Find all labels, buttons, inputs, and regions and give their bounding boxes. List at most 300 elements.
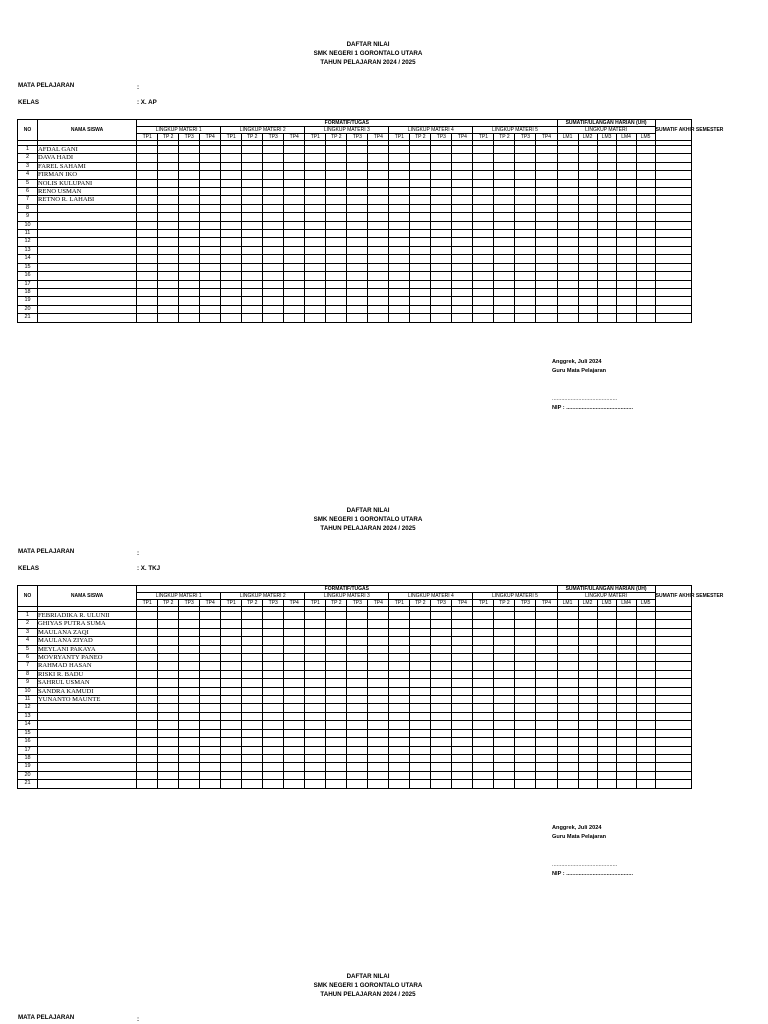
score-cell[interactable] [616, 188, 636, 196]
score-cell[interactable] [473, 179, 494, 187]
score-cell[interactable] [200, 154, 221, 162]
score-cell[interactable] [221, 230, 242, 238]
score-cell[interactable] [616, 771, 636, 779]
score-cell[interactable] [389, 280, 410, 288]
score-cell[interactable] [242, 628, 263, 636]
score-cell[interactable] [636, 238, 655, 246]
score-cell[interactable] [347, 712, 368, 720]
score-cell[interactable] [326, 305, 347, 313]
score-cell[interactable] [452, 662, 473, 670]
score-cell[interactable] [284, 738, 305, 746]
score-cell[interactable] [655, 204, 691, 212]
score-cell[interactable] [158, 780, 179, 788]
score-cell[interactable] [410, 221, 431, 229]
score-cell[interactable] [221, 612, 242, 620]
score-cell[interactable] [389, 780, 410, 788]
score-cell[interactable] [597, 696, 616, 704]
score-cell[interactable] [158, 670, 179, 678]
score-cell[interactable] [410, 704, 431, 712]
score-cell[interactable] [326, 628, 347, 636]
score-cell[interactable] [200, 780, 221, 788]
score-cell[interactable] [137, 288, 158, 296]
score-cell[interactable] [368, 746, 389, 754]
score-cell[interactable] [557, 263, 578, 271]
score-cell[interactable] [305, 146, 326, 154]
score-cell[interactable] [494, 230, 515, 238]
score-cell[interactable] [557, 620, 578, 628]
score-cell[interactable] [557, 670, 578, 678]
score-cell[interactable] [597, 654, 616, 662]
score-cell[interactable] [431, 305, 452, 313]
score-cell[interactable] [515, 780, 536, 788]
score-cell[interactable] [389, 255, 410, 263]
score-cell[interactable] [452, 272, 473, 280]
score-cell[interactable] [515, 204, 536, 212]
score-cell[interactable] [305, 246, 326, 254]
score-cell[interactable] [494, 704, 515, 712]
score-cell[interactable] [494, 662, 515, 670]
score-cell[interactable] [137, 213, 158, 221]
score-cell[interactable] [473, 738, 494, 746]
score-cell[interactable] [179, 754, 200, 762]
score-cell[interactable] [242, 704, 263, 712]
score-cell[interactable] [597, 179, 616, 187]
score-cell[interactable] [179, 620, 200, 628]
score-cell[interactable] [137, 230, 158, 238]
score-cell[interactable] [326, 188, 347, 196]
score-cell[interactable] [431, 171, 452, 179]
score-cell[interactable] [616, 162, 636, 170]
score-cell[interactable] [368, 771, 389, 779]
score-cell[interactable] [636, 780, 655, 788]
score-cell[interactable] [389, 213, 410, 221]
score-cell[interactable] [655, 179, 691, 187]
score-cell[interactable] [636, 255, 655, 263]
score-cell[interactable] [221, 620, 242, 628]
score-cell[interactable] [389, 729, 410, 737]
score-cell[interactable] [616, 146, 636, 154]
score-cell[interactable] [221, 637, 242, 645]
score-cell[interactable] [410, 696, 431, 704]
score-cell[interactable] [263, 771, 284, 779]
score-cell[interactable] [578, 221, 597, 229]
score-cell[interactable] [305, 679, 326, 687]
score-cell[interactable] [636, 263, 655, 271]
score-cell[interactable] [473, 612, 494, 620]
score-cell[interactable] [263, 305, 284, 313]
score-cell[interactable] [655, 154, 691, 162]
score-cell[interactable] [284, 280, 305, 288]
score-cell[interactable] [410, 771, 431, 779]
score-cell[interactable] [221, 314, 242, 322]
score-cell[interactable] [221, 288, 242, 296]
score-cell[interactable] [616, 687, 636, 695]
score-cell[interactable] [284, 780, 305, 788]
score-cell[interactable] [326, 679, 347, 687]
score-cell[interactable] [200, 305, 221, 313]
score-cell[interactable] [263, 297, 284, 305]
score-cell[interactable] [410, 738, 431, 746]
score-cell[interactable] [305, 288, 326, 296]
score-cell[interactable] [578, 620, 597, 628]
score-cell[interactable] [578, 662, 597, 670]
score-cell[interactable] [221, 246, 242, 254]
score-cell[interactable] [389, 221, 410, 229]
score-cell[interactable] [410, 238, 431, 246]
score-cell[interactable] [179, 204, 200, 212]
score-cell[interactable] [494, 263, 515, 271]
score-cell[interactable] [616, 204, 636, 212]
score-cell[interactable] [284, 196, 305, 204]
score-cell[interactable] [284, 288, 305, 296]
score-cell[interactable] [431, 754, 452, 762]
score-cell[interactable] [515, 712, 536, 720]
score-cell[interactable] [452, 771, 473, 779]
score-cell[interactable] [284, 645, 305, 653]
score-cell[interactable] [410, 288, 431, 296]
score-cell[interactable] [179, 662, 200, 670]
score-cell[interactable] [431, 620, 452, 628]
score-cell[interactable] [158, 771, 179, 779]
score-cell[interactable] [242, 188, 263, 196]
score-cell[interactable] [655, 670, 691, 678]
score-cell[interactable] [655, 738, 691, 746]
score-cell[interactable] [557, 712, 578, 720]
score-cell[interactable] [368, 670, 389, 678]
score-cell[interactable] [578, 255, 597, 263]
score-cell[interactable] [452, 780, 473, 788]
score-cell[interactable] [221, 696, 242, 704]
score-cell[interactable] [410, 263, 431, 271]
score-cell[interactable] [284, 620, 305, 628]
score-cell[interactable] [368, 305, 389, 313]
score-cell[interactable] [221, 305, 242, 313]
score-cell[interactable] [557, 746, 578, 754]
score-cell[interactable] [347, 305, 368, 313]
score-cell[interactable] [452, 305, 473, 313]
score-cell[interactable] [536, 255, 557, 263]
score-cell[interactable] [263, 696, 284, 704]
score-cell[interactable] [578, 679, 597, 687]
score-cell[interactable] [515, 263, 536, 271]
score-cell[interactable] [305, 162, 326, 170]
score-cell[interactable] [368, 687, 389, 695]
score-cell[interactable] [263, 146, 284, 154]
score-cell[interactable] [284, 238, 305, 246]
score-cell[interactable] [200, 255, 221, 263]
score-cell[interactable] [179, 230, 200, 238]
score-cell[interactable] [431, 280, 452, 288]
score-cell[interactable] [326, 238, 347, 246]
score-cell[interactable] [284, 314, 305, 322]
score-cell[interactable] [655, 654, 691, 662]
score-cell[interactable] [179, 255, 200, 263]
score-cell[interactable] [536, 188, 557, 196]
score-cell[interactable] [655, 188, 691, 196]
score-cell[interactable] [578, 687, 597, 695]
score-cell[interactable] [515, 729, 536, 737]
score-cell[interactable] [389, 754, 410, 762]
score-cell[interactable] [368, 188, 389, 196]
score-cell[interactable] [597, 771, 616, 779]
score-cell[interactable] [305, 654, 326, 662]
score-cell[interactable] [410, 637, 431, 645]
score-cell[interactable] [326, 763, 347, 771]
score-cell[interactable] [452, 645, 473, 653]
score-cell[interactable] [389, 288, 410, 296]
score-cell[interactable] [452, 637, 473, 645]
score-cell[interactable] [242, 196, 263, 204]
score-cell[interactable] [410, 154, 431, 162]
score-cell[interactable] [452, 763, 473, 771]
score-cell[interactable] [305, 696, 326, 704]
score-cell[interactable] [616, 696, 636, 704]
score-cell[interactable] [221, 628, 242, 636]
score-cell[interactable] [242, 771, 263, 779]
score-cell[interactable] [410, 305, 431, 313]
score-cell[interactable] [263, 654, 284, 662]
score-cell[interactable] [368, 654, 389, 662]
score-cell[interactable] [636, 746, 655, 754]
score-cell[interactable] [536, 213, 557, 221]
score-cell[interactable] [515, 171, 536, 179]
score-cell[interactable] [515, 196, 536, 204]
score-cell[interactable] [179, 280, 200, 288]
score-cell[interactable] [326, 687, 347, 695]
score-cell[interactable] [389, 645, 410, 653]
score-cell[interactable] [158, 662, 179, 670]
score-cell[interactable] [557, 679, 578, 687]
score-cell[interactable] [536, 238, 557, 246]
score-cell[interactable] [410, 679, 431, 687]
score-cell[interactable] [284, 679, 305, 687]
score-cell[interactable] [242, 314, 263, 322]
score-cell[interactable] [158, 696, 179, 704]
score-cell[interactable] [221, 255, 242, 263]
score-cell[interactable] [284, 612, 305, 620]
score-cell[interactable] [242, 230, 263, 238]
score-cell[interactable] [242, 263, 263, 271]
score-cell[interactable] [494, 171, 515, 179]
score-cell[interactable] [636, 637, 655, 645]
score-cell[interactable] [263, 729, 284, 737]
score-cell[interactable] [368, 221, 389, 229]
score-cell[interactable] [137, 620, 158, 628]
score-cell[interactable] [263, 213, 284, 221]
score-cell[interactable] [179, 288, 200, 296]
score-cell[interactable] [221, 721, 242, 729]
score-cell[interactable] [431, 738, 452, 746]
score-cell[interactable] [616, 654, 636, 662]
score-cell[interactable] [557, 297, 578, 305]
score-cell[interactable] [347, 188, 368, 196]
score-cell[interactable] [137, 704, 158, 712]
score-cell[interactable] [536, 221, 557, 229]
score-cell[interactable] [347, 204, 368, 212]
score-cell[interactable] [368, 255, 389, 263]
score-cell[interactable] [431, 687, 452, 695]
score-cell[interactable] [452, 204, 473, 212]
score-cell[interactable] [557, 179, 578, 187]
score-cell[interactable] [137, 146, 158, 154]
score-cell[interactable] [452, 230, 473, 238]
score-cell[interactable] [410, 754, 431, 762]
score-cell[interactable] [536, 297, 557, 305]
score-cell[interactable] [410, 645, 431, 653]
score-cell[interactable] [515, 738, 536, 746]
score-cell[interactable] [616, 246, 636, 254]
score-cell[interactable] [431, 238, 452, 246]
score-cell[interactable] [242, 780, 263, 788]
score-cell[interactable] [616, 746, 636, 754]
score-cell[interactable] [158, 721, 179, 729]
score-cell[interactable] [200, 637, 221, 645]
score-cell[interactable] [179, 179, 200, 187]
score-cell[interactable] [410, 780, 431, 788]
score-cell[interactable] [242, 162, 263, 170]
score-cell[interactable] [221, 654, 242, 662]
score-cell[interactable] [137, 238, 158, 246]
score-cell[interactable] [515, 238, 536, 246]
score-cell[interactable] [284, 628, 305, 636]
score-cell[interactable] [347, 780, 368, 788]
score-cell[interactable] [578, 246, 597, 254]
score-cell[interactable] [368, 780, 389, 788]
score-cell[interactable] [655, 721, 691, 729]
score-cell[interactable] [179, 746, 200, 754]
score-cell[interactable] [200, 645, 221, 653]
score-cell[interactable] [263, 246, 284, 254]
score-cell[interactable] [221, 162, 242, 170]
score-cell[interactable] [347, 738, 368, 746]
score-cell[interactable] [616, 628, 636, 636]
score-cell[interactable] [431, 612, 452, 620]
score-cell[interactable] [179, 146, 200, 154]
score-cell[interactable] [158, 221, 179, 229]
score-cell[interactable] [179, 687, 200, 695]
score-cell[interactable] [305, 628, 326, 636]
score-cell[interactable] [410, 188, 431, 196]
score-cell[interactable] [221, 238, 242, 246]
score-cell[interactable] [389, 196, 410, 204]
score-cell[interactable] [494, 729, 515, 737]
score-cell[interactable] [389, 162, 410, 170]
score-cell[interactable] [305, 670, 326, 678]
score-cell[interactable] [536, 314, 557, 322]
score-cell[interactable] [452, 687, 473, 695]
score-cell[interactable] [410, 162, 431, 170]
score-cell[interactable] [557, 645, 578, 653]
score-cell[interactable] [515, 179, 536, 187]
score-cell[interactable] [578, 628, 597, 636]
score-cell[interactable] [536, 263, 557, 271]
score-cell[interactable] [179, 721, 200, 729]
score-cell[interactable] [221, 204, 242, 212]
score-cell[interactable] [158, 263, 179, 271]
score-cell[interactable] [410, 272, 431, 280]
score-cell[interactable] [473, 721, 494, 729]
score-cell[interactable] [347, 645, 368, 653]
score-cell[interactable] [179, 263, 200, 271]
score-cell[interactable] [347, 612, 368, 620]
score-cell[interactable] [200, 654, 221, 662]
score-cell[interactable] [347, 729, 368, 737]
score-cell[interactable] [494, 246, 515, 254]
score-cell[interactable] [431, 662, 452, 670]
score-cell[interactable] [473, 171, 494, 179]
score-cell[interactable] [368, 204, 389, 212]
score-cell[interactable] [636, 612, 655, 620]
score-cell[interactable] [242, 179, 263, 187]
score-cell[interactable] [179, 171, 200, 179]
score-cell[interactable] [137, 162, 158, 170]
score-cell[interactable] [137, 670, 158, 678]
score-cell[interactable] [137, 204, 158, 212]
score-cell[interactable] [597, 721, 616, 729]
score-cell[interactable] [452, 670, 473, 678]
score-cell[interactable] [473, 238, 494, 246]
score-cell[interactable] [263, 171, 284, 179]
score-cell[interactable] [636, 272, 655, 280]
score-cell[interactable] [263, 238, 284, 246]
score-cell[interactable] [347, 628, 368, 636]
score-cell[interactable] [636, 188, 655, 196]
score-cell[interactable] [473, 213, 494, 221]
score-cell[interactable] [616, 721, 636, 729]
score-cell[interactable] [347, 171, 368, 179]
score-cell[interactable] [597, 612, 616, 620]
score-cell[interactable] [431, 213, 452, 221]
score-cell[interactable] [200, 221, 221, 229]
score-cell[interactable] [284, 696, 305, 704]
score-cell[interactable] [221, 754, 242, 762]
score-cell[interactable] [137, 771, 158, 779]
score-cell[interactable] [431, 162, 452, 170]
score-cell[interactable] [347, 679, 368, 687]
score-cell[interactable] [158, 146, 179, 154]
score-cell[interactable] [200, 687, 221, 695]
score-cell[interactable] [431, 654, 452, 662]
score-cell[interactable] [597, 738, 616, 746]
score-cell[interactable] [616, 754, 636, 762]
score-cell[interactable] [597, 297, 616, 305]
score-cell[interactable] [473, 263, 494, 271]
score-cell[interactable] [515, 154, 536, 162]
score-cell[interactable] [536, 628, 557, 636]
score-cell[interactable] [263, 780, 284, 788]
score-cell[interactable] [431, 746, 452, 754]
score-cell[interactable] [221, 196, 242, 204]
score-cell[interactable] [410, 612, 431, 620]
score-cell[interactable] [557, 729, 578, 737]
score-cell[interactable] [616, 712, 636, 720]
score-cell[interactable] [452, 246, 473, 254]
score-cell[interactable] [368, 729, 389, 737]
score-cell[interactable] [137, 612, 158, 620]
score-cell[interactable] [557, 696, 578, 704]
score-cell[interactable] [179, 154, 200, 162]
score-cell[interactable] [473, 280, 494, 288]
score-cell[interactable] [284, 754, 305, 762]
score-cell[interactable] [636, 696, 655, 704]
score-cell[interactable] [473, 704, 494, 712]
score-cell[interactable] [410, 230, 431, 238]
score-cell[interactable] [557, 721, 578, 729]
score-cell[interactable] [473, 154, 494, 162]
score-cell[interactable] [655, 645, 691, 653]
score-cell[interactable] [368, 154, 389, 162]
score-cell[interactable] [242, 612, 263, 620]
